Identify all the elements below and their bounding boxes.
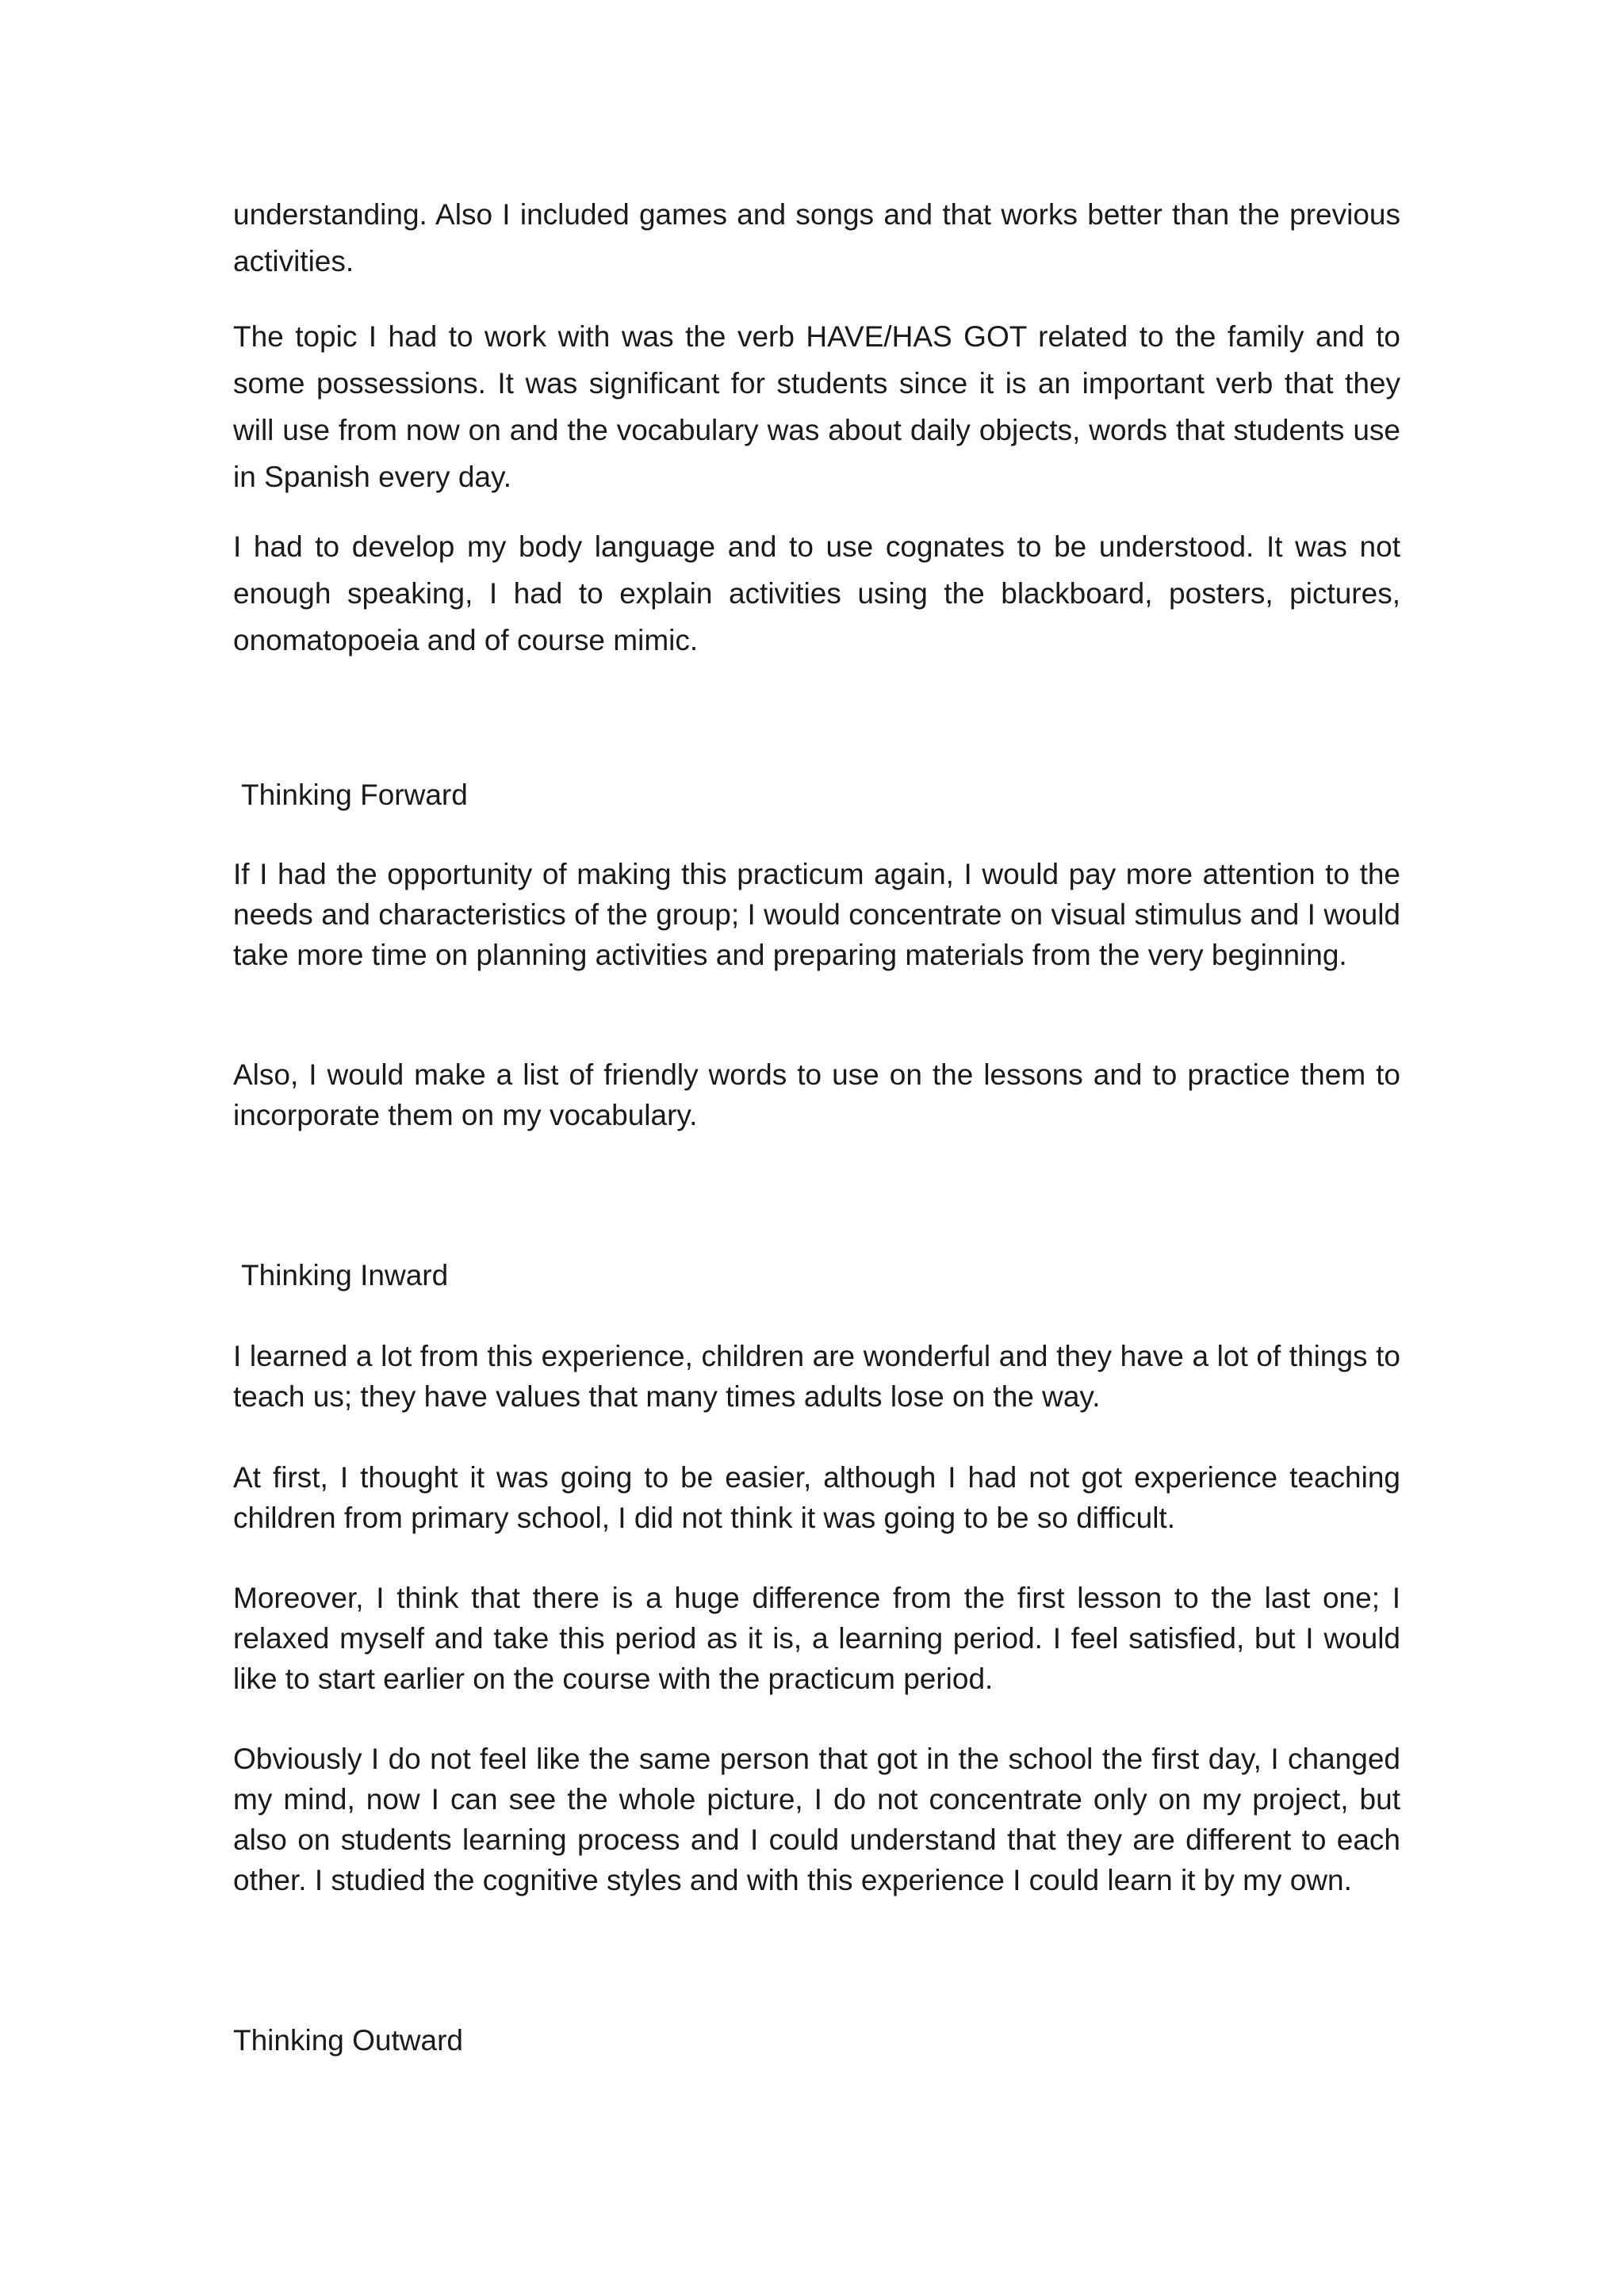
heading-thinking-outward: Thinking Outward xyxy=(233,2024,463,2057)
paragraph-inward-moreover: Moreover, I think that there is a huge difference from the first lesson to the last one; I relaxed myself and take this period as it is, a learning period. I feel satisfied, but I would like to start earlier on the course with the practicum period. xyxy=(233,1582,1400,1695)
paragraph-body-language: I had to develop my body language and to use cognates to be understood. It was not enough speaking, I had to explain activities using the blackboard, posters, pictures, onomatopoeia and of course mimic. xyxy=(233,530,1400,656)
paragraph-inward-obviously: Obviously I do not feel like the same person that got in the school the first day, I changed my mind, now I can see the whole picture, I do not concentrate only on my project, but also on students learning process and I could understand that they are different to each other. I studied the cognitive styles and with this experience I could learn it by my own. xyxy=(233,1743,1400,1896)
paragraph-understanding: understanding. Also I included games and songs and that works better than the previous activities. xyxy=(233,198,1400,277)
heading-thinking-forward: Thinking Forward xyxy=(241,779,468,811)
paragraph-inward-learned: I learned a lot from this experience, children are wonderful and they have a lot of things to teach us; they have values that many times adults lose on the way. xyxy=(233,1340,1400,1413)
paragraph-topic: The topic I had to work with was the verb HAVE/HAS GOT related to the family and to some possessions. It was significant for students since it is an important verb that they will use from now on and the vocabulary was about daily objects, words that students use in Spanish every day. xyxy=(233,320,1400,493)
paragraph-inward-at-first: At first, I thought it was going to be easier, although I had not got experience teaching children from primary school, I did not think it was going to be so difficult. xyxy=(233,1461,1400,1534)
paragraph-forward-opportunity: If I had the opportunity of making this practicum again, I would pay more attention to the needs and characteristics of the group; I would concentrate on visual stimulus and I would take more time on planning activities and preparing materials from the very beginning. xyxy=(233,858,1400,971)
paragraph-forward-friendly-words: Also, I would make a list of friendly words to use on the lessons and to practice them to incorporate them on my vocabulary. xyxy=(233,1058,1400,1131)
heading-thinking-inward: Thinking Inward xyxy=(241,1259,449,1292)
